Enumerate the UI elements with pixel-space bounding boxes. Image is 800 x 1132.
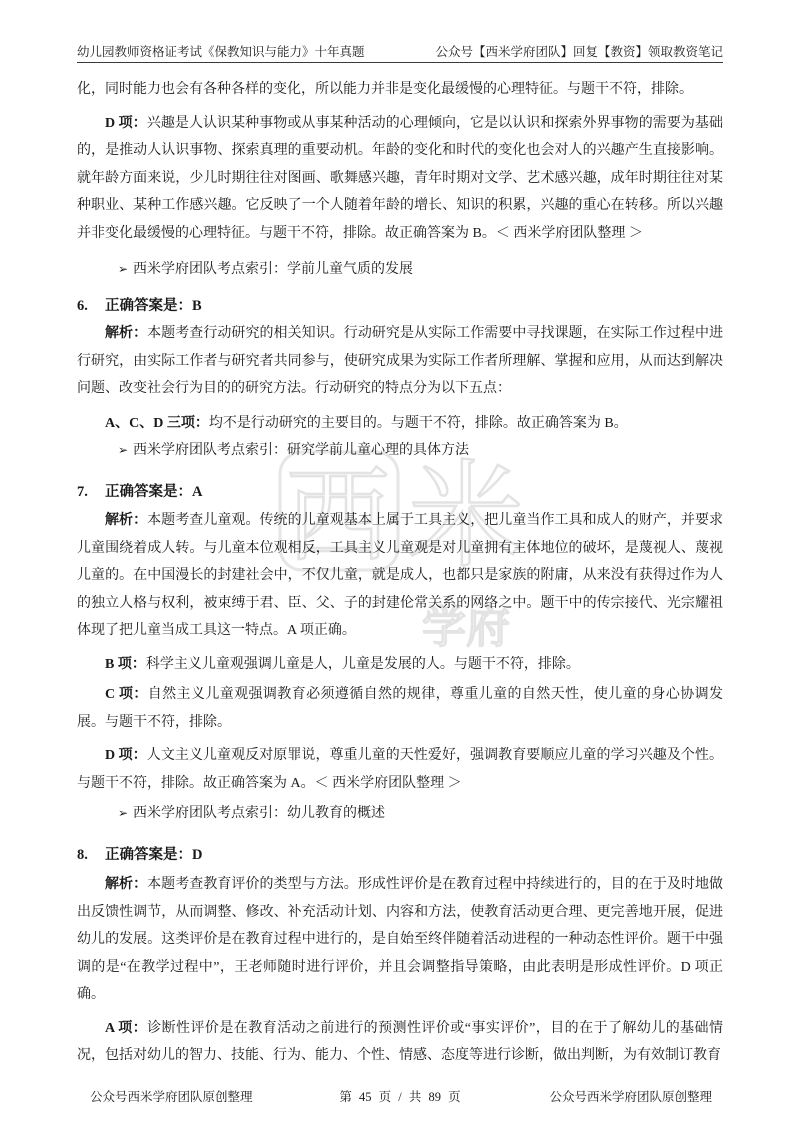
option-text: 均不是行动研究的主要目的。与题干不符，排除。故正确答案为 B。: [208, 415, 628, 431]
option-label: D 项：: [105, 748, 147, 763]
option-label: D 项：: [105, 115, 147, 131]
q7-option-c: [77, 681, 723, 736]
analysis-text: 本题考查儿童观。传统的儿童观基本上属于工具主义，把儿童当作工具和成人的财产，并要求儿童围绕着成人转。与儿童本位观相反，工具主义儿童观是对儿童拥有主体地位的破坏，是蔑视人、蔑视儿童的。在中国漫长的封建社会中，不仅儿童，就是成人，也都只是家族的附庸，从来没有获得过作为人的独立人格与权利，被束缚于君、臣、父、子的封建伦常关系的网络之中。题干中的传宗接代、光宗耀祖体现了把儿童当成工具这一特点。A 项正确。: [77, 513, 723, 638]
q7-heading: [77, 479, 723, 507]
header-promo: 公众号【西米学府团队】回复【教资】领取教资笔记: [435, 45, 723, 59]
question-number: 7.: [77, 483, 88, 500]
q5-index: [77, 256, 723, 284]
page-footer: [0, 1087, 800, 1107]
q7-option-d: [77, 742, 723, 797]
arrow-bullet-icon: ➢: [118, 806, 129, 820]
analysis-text: 本题考查行动研究的相关知识。行动研究是从实际工作需要中寻找课题，在实际工作过程中进行研究，由实际工作者与研究者共同参与，使研究成果为实际工作者所理解、掌握和应用，从而达到解决问题、改变社会行为目的的研究方法。行动研究的特点分为以下五点：: [77, 326, 723, 396]
arrow-bullet-icon: ➢: [118, 443, 129, 457]
option-text: 人文主义儿童观反对原罪说，尊重儿童的天性爱好，强调教育要顺应儿童的学习兴趣及个性。与题干不符，排除。故正确答案为 A。＜ 西米学府团队整理 ＞: [77, 748, 723, 791]
q7-index: [77, 800, 723, 828]
analysis-label: 解析：: [105, 513, 148, 528]
option-text: 自然主义儿童观强调教育必须遵循自然的规律，尊重儿童的自然天性，使儿童的身心协调发展。与题干不符，排除。: [77, 687, 723, 730]
q7-option-b: [77, 651, 723, 679]
q7-analysis: [77, 507, 723, 645]
q6-option-acd: [77, 410, 723, 438]
option-text: 科学主义儿童观强调儿童是人，儿童是发展的人。与题干不符，排除。: [145, 656, 580, 672]
page-number: 第 45 页 / 共 89 页: [339, 1090, 461, 1104]
page-content: [77, 76, 723, 1084]
index-text: 西米学府团队考点索引：学前儿童气质的发展: [133, 262, 413, 277]
analysis-text: 本题考查教育评价的类型与方法。形成性评价是在教育过程中持续进行的，目的在于及时地做出反馈性调节，从而调整、修改、补充活动计划、内容和方法，使教育活动更合理、更完善地开展，促进幼儿的发展。这类评价是在教育过程中进行的，是自始至终伴随着活动进程的一种动态性评价。题干中强调的是“在教学过程中”，王老师随时进行评价，并且会调整指导策略，由此表明是形成性评价。D 项正确。: [77, 877, 723, 1002]
q8-option-a: [77, 1015, 723, 1070]
q5-option-d: [77, 110, 723, 248]
index-text: 西米学府团队考点索引：幼儿教育的概述: [133, 806, 385, 821]
option-text: 诊断性评价是在教育活动之前进行的预测性评价或“事实评价”，目的在于了解幼儿的基础情况，包括对幼儿的智力、技能、行为、能力、个性、情感、态度等进行诊断，做出判断，为有效制订教育: [77, 1020, 723, 1063]
option-label: B 项：: [105, 656, 146, 672]
index-text: 西米学府团队考点索引：研究学前儿童心理的具体方法: [133, 443, 469, 458]
q8-analysis: [77, 871, 723, 1009]
watermark-sub-text: 学府: [422, 602, 510, 653]
watermark-char-1: 西: [286, 455, 391, 577]
footer-left-credit: 公众号西米学府团队原创整理: [90, 1090, 253, 1104]
q6-analysis: [77, 320, 723, 403]
q8-heading: [77, 842, 723, 870]
arrow-bullet-icon: ➢: [118, 262, 129, 276]
page-header: [77, 40, 723, 63]
analysis-label: 解析：: [105, 326, 148, 341]
question-number: 8.: [77, 846, 88, 863]
answer-text: 正确答案是：D: [105, 846, 203, 863]
answer-text: 正确答案是：A: [105, 483, 203, 500]
option-label: A、C、D 三项：: [105, 415, 209, 431]
continued-paragraph: 化，同时能力也会有各种各样的变化，所以能力并非是变化最缓慢的心理特征。与题干不符，排除。: [77, 82, 693, 97]
header-title: 幼儿园教师资格证考试《保教知识与能力》十年真题: [77, 45, 365, 59]
question-number: 6.: [77, 297, 88, 314]
option-label: A 项：: [105, 1020, 148, 1036]
q6-index: [77, 437, 723, 465]
q6-heading: [77, 293, 723, 321]
watermark-char-2: 米: [408, 449, 524, 584]
option-label: C 项：: [105, 687, 148, 702]
footer-right-credit: 公众号西米学府团队原创整理: [549, 1090, 712, 1104]
answer-text: 正确答案是：B: [105, 297, 202, 314]
analysis-label: 解析：: [105, 877, 148, 892]
option-text: 兴趣是人认识某种事物或从事某种活动的心理倾向，它是以认识和探索外界事物的需要为基础的，是推动人认识事物、探索真理的重要动机。年龄的变化和时代的变化也会对人的兴趣产生直接影响。就年龄方面来说，少儿时期往往对图画、歌舞感兴趣，青年时期对文学、艺术感兴趣，成年时期往往对某种职业、某种工作感兴趣。它反映了一个人随着年龄的增长、知识的积累，兴趣的重心在转移。所以兴趣并非变化最缓慢的心理特征。与题干不符，排除。故正确答案为 B。＜ 西米学府团队整理 ＞: [77, 115, 723, 241]
